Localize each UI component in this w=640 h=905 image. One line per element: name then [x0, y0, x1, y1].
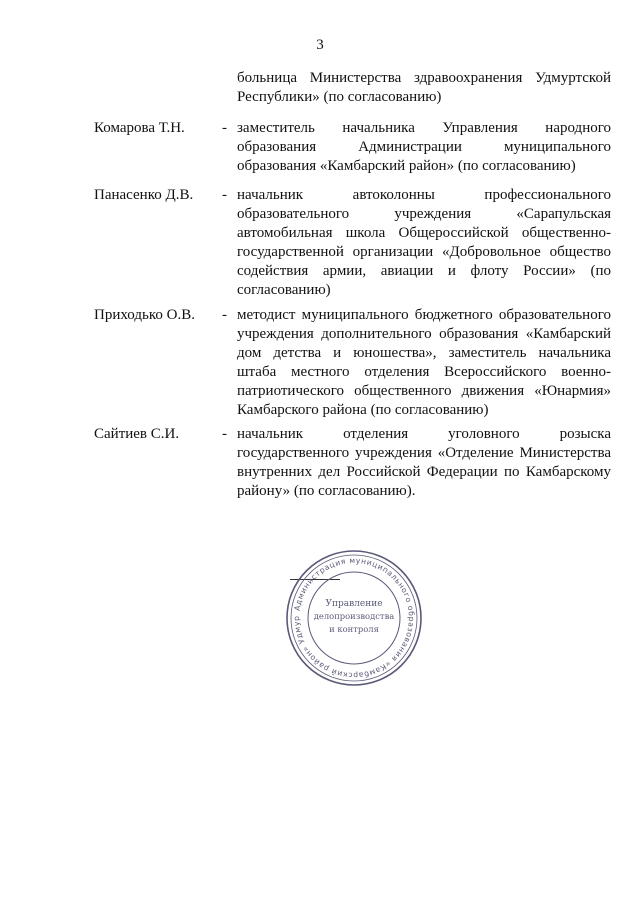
- stamp-center-line-3: и контроля: [329, 624, 379, 634]
- stamp-seal-icon: [284, 548, 424, 688]
- member-dash: -: [222, 120, 227, 136]
- member-description: начальник отделения уголовного розыска государственного учреждения «Отделение Министерства внутренних дел Российской Федерации по Камбарскому району» (по согласованию).: [237, 426, 611, 499]
- member-name: Сайтиев С.И.: [94, 426, 180, 442]
- member-name: Панасенко Д.В.: [94, 187, 194, 203]
- stamp-center-line-1: Управление: [325, 599, 383, 609]
- member-dash: -: [222, 426, 227, 442]
- stamp-ring-text: Администрация муниципального образования «Камбарский район» Удмур: [291, 555, 417, 681]
- member-description: методист муниципального бюджетного образовательного учреждения дополнительного образования «Камбарский дом детства и юношества», заместитель начальника штаба местного отделения Всероссийского военно-патриотического общественного движения «Юнармия» Камбарского района (по согласованию): [237, 307, 611, 418]
- page-number: 3: [316, 37, 324, 53]
- member-description: заместитель начальника Управления народного образования Администрации муниципального образования «Камбарский район» (по согласованию): [237, 120, 611, 174]
- continuation-text: больница Министерства здравоохранения Удмуртской Республики» (по согласованию): [237, 70, 611, 105]
- member-description: начальник автоколонны профессионального образовательного учреждения «Сарапульская автомобильная школа Общероссийской общественно-государственной организации «Добровольное общество содействия армии, авиации и флоту России» (по согласованию): [237, 187, 611, 298]
- stamp-center-line-2: делопроизводства: [313, 611, 395, 621]
- official-stamp: [284, 548, 424, 688]
- member-dash: -: [222, 187, 227, 203]
- member-name: Комарова Т.Н.: [94, 120, 185, 136]
- member-dash: -: [222, 307, 227, 323]
- member-name: Приходько О.В.: [94, 307, 195, 323]
